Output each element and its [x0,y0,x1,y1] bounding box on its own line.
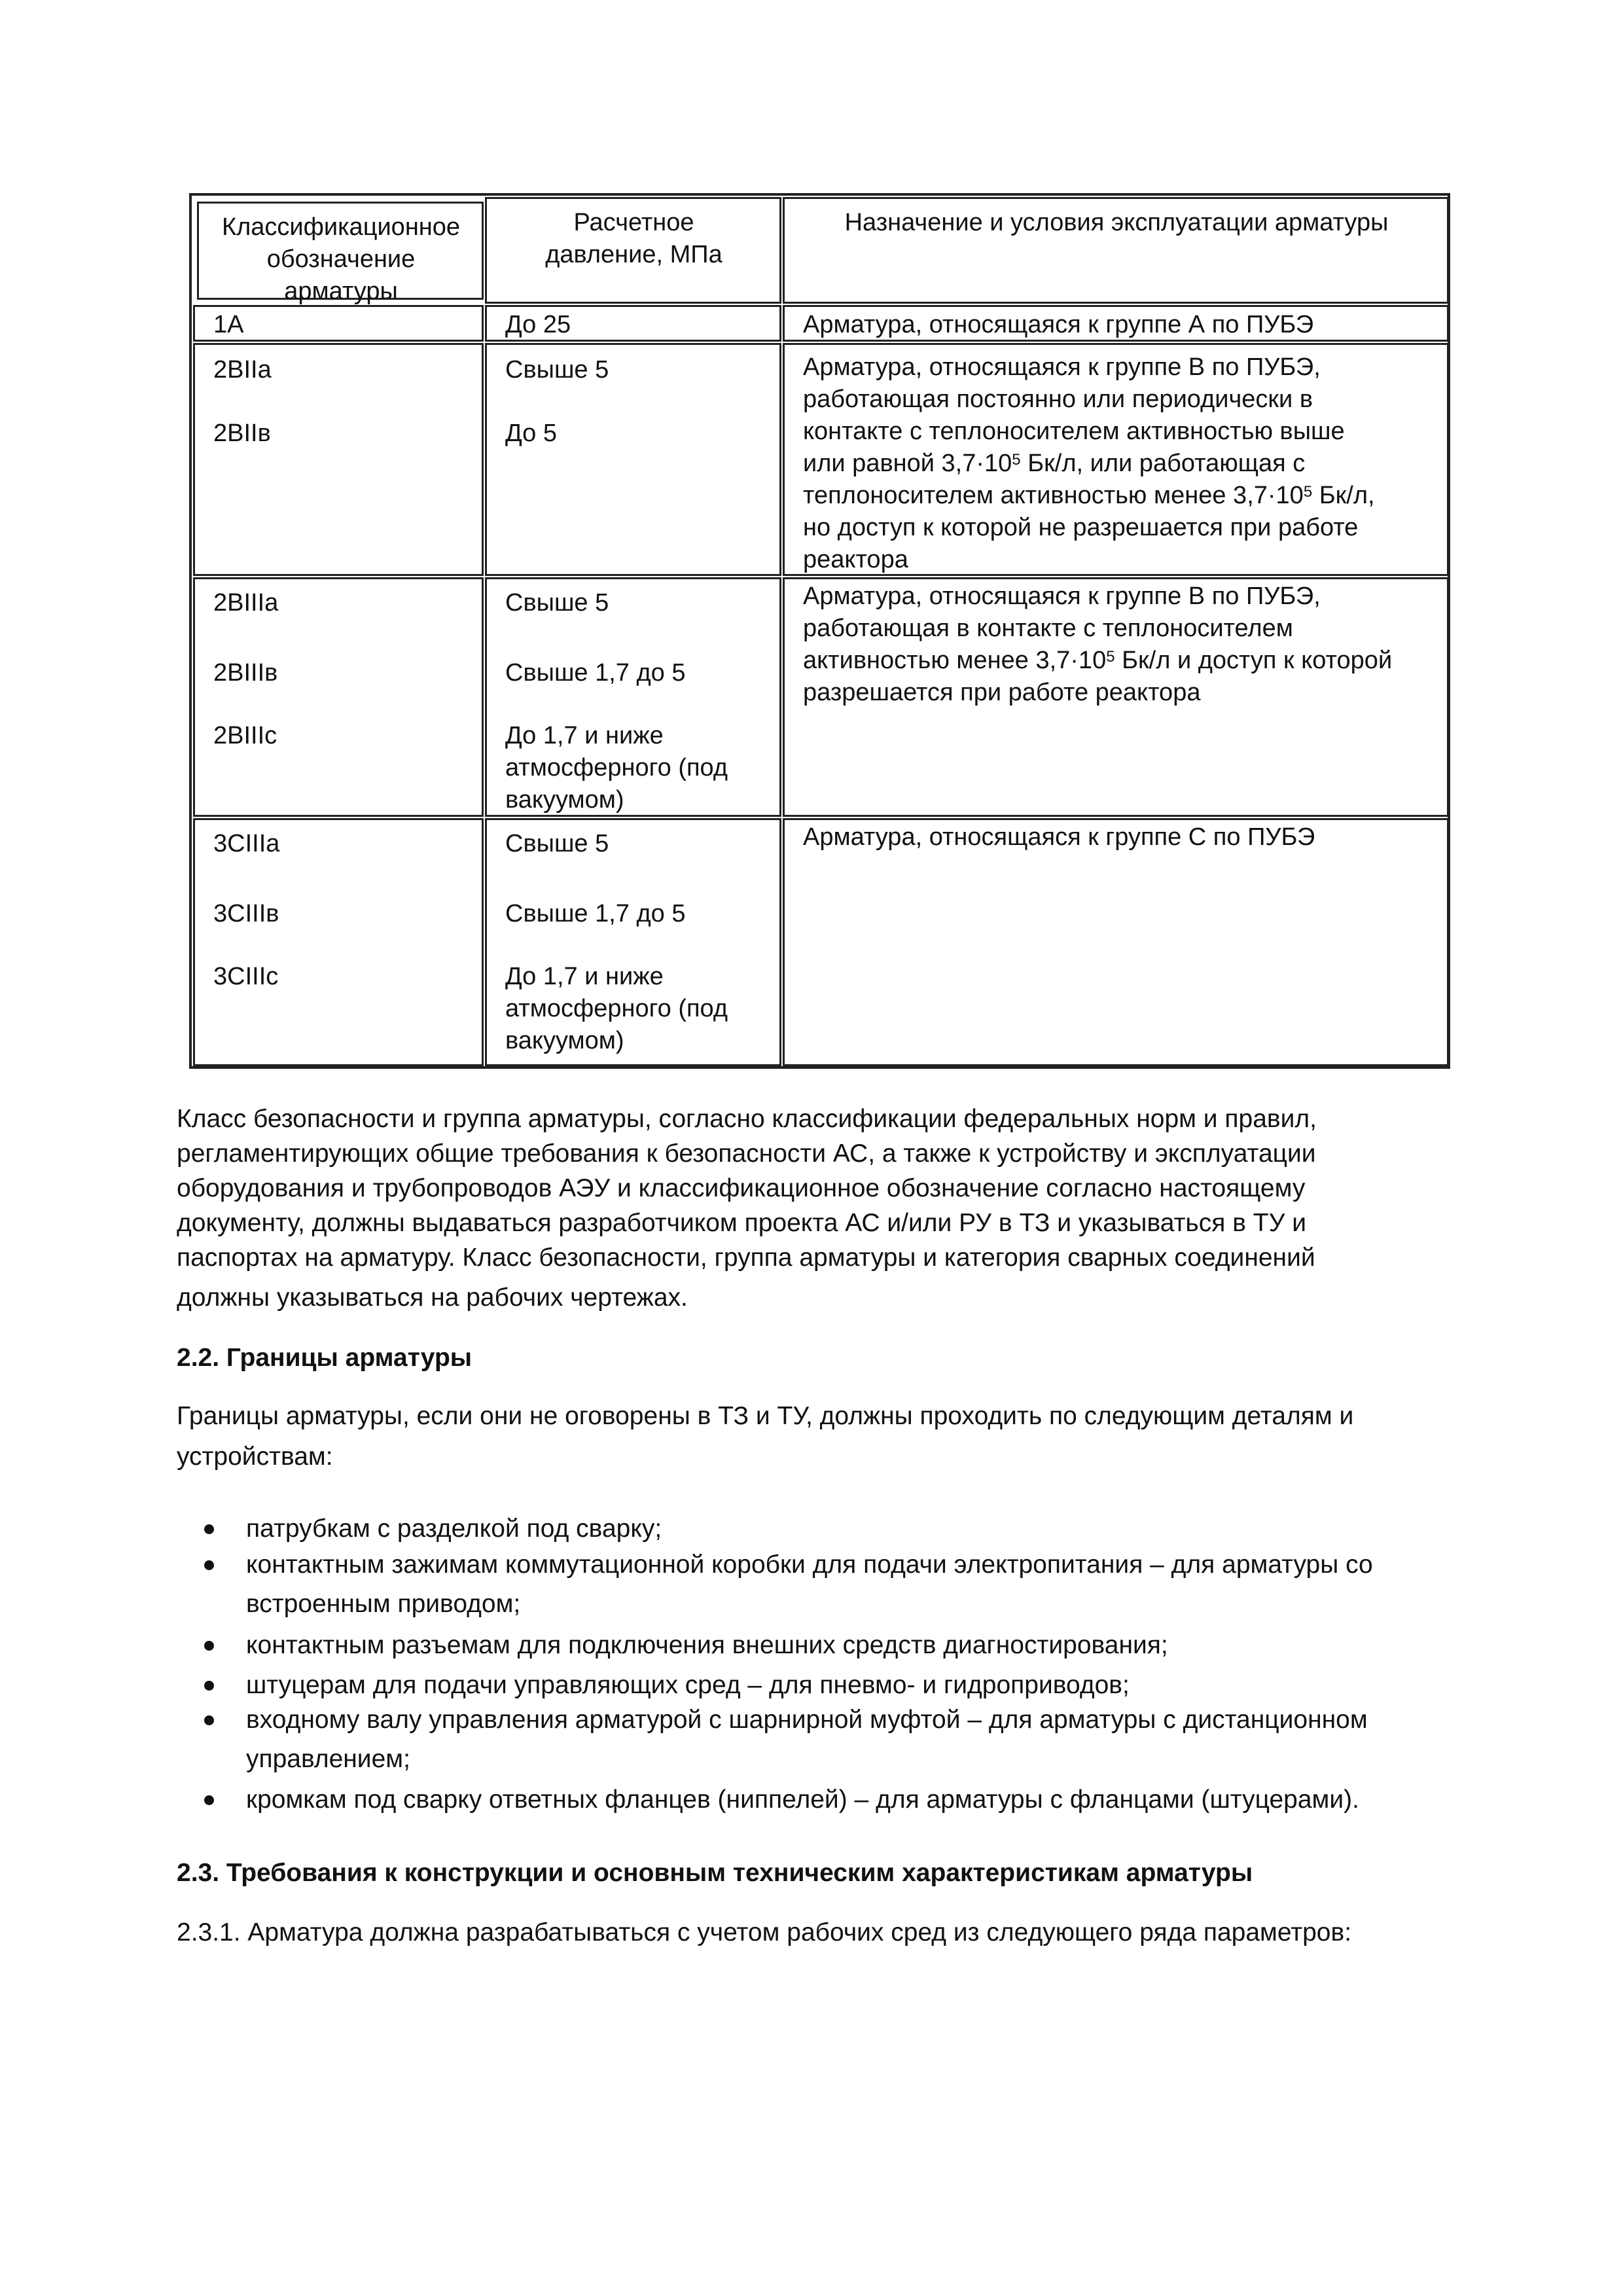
table-cell-pressure: До 25 [485,305,781,342]
table-cell-pressure: Свыше 5 Свыше 1,7 до 5 До 1,7 и ниже атмосферного (под вакуумом) [485,577,781,817]
bullet-icon [204,1795,214,1805]
class-code: 2BIIIс [213,722,277,749]
list-item: штуцерам для подачи управляющих сред – для пневмо- и гидроприводов; [204,1666,1130,1705]
bullet-icon [204,1524,214,1534]
section-heading-2-3: 2.3. Требования к конструкции и основным техническим характеристикам арматуры [177,1859,1253,1887]
bullet-icon [204,1681,214,1691]
class-code: 2BIIв [213,420,271,447]
table-cell-purpose: Арматура, относящаяся к группе В по ПУБЭ, работающая постоянно или периодически в контакте с теплоносителем активностью выше или равной $3,7\cdot 10^5$ Бк/л, или работающая с теплоносителем активностью менее $3,7\cdot 10^5$ Бк/л, но доступ к которой не разрешается при работе реактора [783,343,1449,576]
bullet-icon [204,1641,214,1651]
bullet-icon [204,1560,214,1570]
class-code: 2BIIIa [213,589,279,617]
list-item: контактным зажимам коммутационной коробки для подачи электропитания – для арматуры со встроенным приводом; [204,1545,1373,1624]
table-cell-purpose: Арматура, относящаяся к группе А по ПУБЭ [783,305,1449,342]
list-item: контактным разъемам для подключения внешних средств диагностирования; [204,1626,1168,1665]
list-item: входному валу управления арматурой с шарнирной муфтой – для арматуры с дистанционном управлением; [204,1700,1368,1779]
class-code: 2BIIa [213,356,272,384]
list-item: патрубкам с разделкой под сварку; [204,1509,662,1549]
table-cell-purpose: Арматура, относящаяся к группе С по ПУБЭ [783,818,1449,1066]
safety-class-paragraph: Класс безопасности и группа арматуры, согласно классификации федеральных норм и правил, регламентирующих общие требования к безопасности АС, а также к устройству и эксплуатации оборудования и трубопроводов АЭУ и классификационное обозначение согласно настоящему документу, должны выдаваться разработчиком проекта АС и/или РУ в ТЗ и указываться в ТУ и паспортах на арматуру. Класс безопасности, группа арматуры и категория сварных соединений должны указываться на рабочих чертежах. [177,1105,1317,1312]
class-code: 2BIIIв [213,659,278,687]
table-header-classification: Классификационное обозначение арматуры [197,202,484,300]
class-code: 3CIIIс [213,963,279,990]
class-code: 3CIIIa [213,830,280,857]
table-cell-pressure: Свыше 5 До 5 [485,343,781,576]
boundaries-paragraph: Границы арматуры, если они не оговорены в ТЗ и ТУ, должны проходить по следующим деталям и устройствам: [177,1402,1354,1471]
table-row [193,577,484,817]
bullet-icon [204,1715,214,1725]
table-cell-pressure: Свыше 5 Свыше 1,7 до 5 До 1,7 и ниже атмосферного (под вакуумом) [485,818,781,1066]
table-header-pressure: Расчетное давление, МПа [485,197,781,304]
table-header-purpose: Назначение и условия эксплуатации арматуры [783,197,1449,304]
classification-table [189,193,1450,1069]
requirements-paragraph: 2.3.1. Арматура должна разрабатываться с учетом рабочих сред из следующего ряда параметров: [177,1918,1352,1946]
table-cell-purpose: Арматура, относящаяся к группе В по ПУБЭ, работающая в контакте с теплоносителем активностью менее $3,7\cdot 10^5$ Бк/л и доступ к которой разрешается при работе реактора [783,577,1449,817]
table-row [193,818,484,1066]
list-item: кромкам под сварку ответных фланцев (ниппелей) – для арматуры с фланцами (штуцерами). [204,1780,1359,1820]
class-code: 1А [213,311,244,338]
section-heading-2-2: 2.2. Границы арматуры [177,1344,473,1372]
table-row [193,305,484,342]
table-row [193,343,484,576]
class-code: 3CIIIв [213,900,279,927]
